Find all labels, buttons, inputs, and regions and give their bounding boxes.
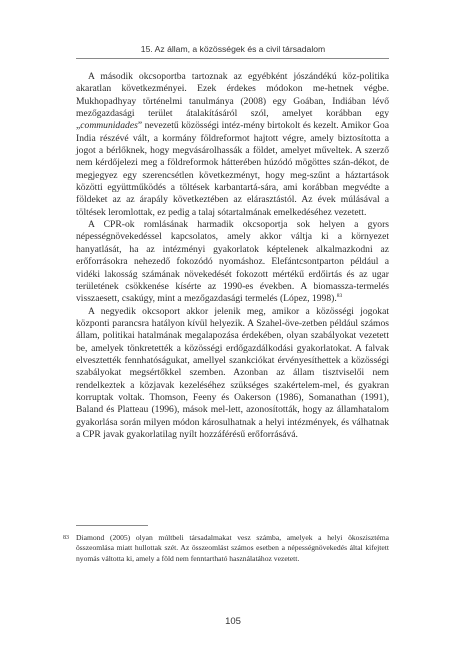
body-text: [76, 71, 389, 441]
footnote: [63, 533, 389, 564]
italic-term: communidades: [80, 120, 138, 132]
paragraph-3: A negyedik okcsoport akkor jelenik meg, amikor a közösségi jogokat központi parancsra hatályon kívül helyezik. A Szahel-öve-zetben például számos állam, politikai hatalmának megalapozása érdekében, olyan szabályokat vezetett be, amelyek tönkretették a közösségi erdőgazdálkodási gyakorlatokat. A falvak elvesztették fennhatóságukat, amellyel szankciókat érvényesíthettek a közösségi szabályokat megsértőkkel szemben. Azonban az állam tisztviselői nem rendelkeztek a közjavak kezeléséhez szükséges szakértelem-mel, és gyakran korruptak voltak. Thomson, Feeny és Oakerson (1986), Somanathan (1991), Baland és Platteau (1996), mások mel-lett, azonosították, hogy az államhatalom gyakorlása során milyen módon károsulhatnak a helyi intézmények, és válhatnak a CPR javak gyakorlatilag nyílt hozzáférésű erőforrásává.: [76, 305, 389, 440]
footnote-text: Diamond (2005) olyan múltbeli társadalmakat vesz számba, amelyek a helyi ökoszisztéma összeomlása miatt hullottak szét. Az összeomlást számos esetben a népességnövekedés által kifejtett nyomás váltotta ki, amely a föld nem fenntartható használatához vezetett.: [76, 533, 389, 563]
footnote-divider: [76, 525, 148, 526]
paragraph-2: A CPR-ok romlásának harmadik okcsoportja sok helyen a gyors népességnövekedéssel kapcsolatos, amely akkor váltja ki a környezet hanyatlását, ha az intézményi gyakorlatok képtelenek alkalmazkodni az erőforrásokra nehezedő fokozódó nyomáshoz. Elefántcsontparton például a vidéki lakosság számának növekedését fokozott mértékű erdőirtás és az ugar területének csökkenése kísérte az 1990-es években. A biomassza-termelés visszaesett, csakúgy, mint a mezőgazdasági termelés (López, 1998).$^{83}$: [76, 219, 389, 305]
footnote-number: 83: [63, 535, 69, 541]
footnote-reference[interactable]: 83: [336, 293, 343, 299]
running-head: 15. Az állam, a közösségek és a civil társadalom: [140, 44, 326, 54]
page-number: 105: [225, 616, 241, 627]
header-divider: [76, 58, 389, 59]
paragraph-1: A második okcsoportba tartoznak az egyébként jószándékú köz-politika akaratlan következményei. Ezek érdekes módokon me-hetnek végbe. Mukhopadhyay történelmi tanulmánya (2008) egy Goában, Indiában lévő mezőgazdasági terület átalakításáról szól, amelyet korábban egy „communidades” nevezetű közösségi intéz-mény birtokolt és kezelt. Amikor Goa India részévé vált, a kormány földreformot hajtott végre, amely biztosította a jogot a bérlőknek, hogy megvásárolhassák a földet, amelyet műveltek. A szerző nem kérdőjelezi meg a földreformok hátterében húzódó mögöttes szán-dékot, de megjegyez egy szerencsétlen következményt, hogy meg-szűnt a háztartások közötti együttműködés a töltések karbantartá-sára, ami korábban megvédte a földeket az az árapály következtében az elárasztástól. Az évek múlásával a töltések leromlottak, ez pedig a talaj sótartalmának emelkedéséhez vezetett.: [76, 71, 389, 218]
